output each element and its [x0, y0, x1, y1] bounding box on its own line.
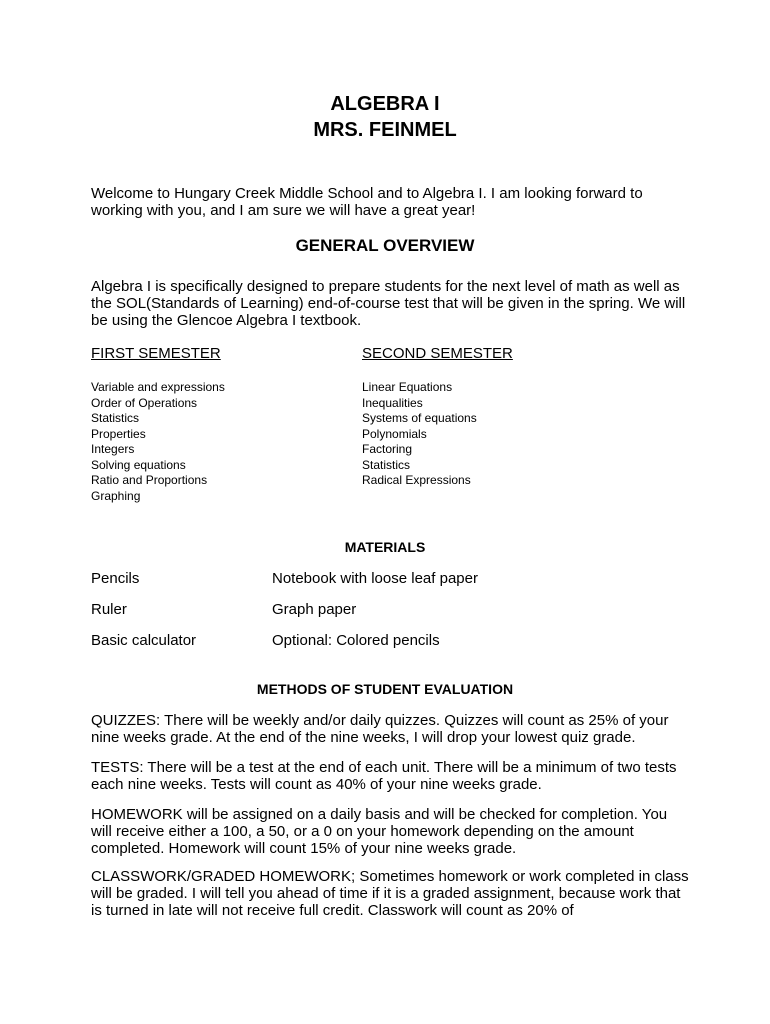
list-item: Linear Equations: [362, 380, 453, 394]
teacher-name: MRS. FEINMEL: [313, 119, 457, 141]
classwork-paragraph: CLASSWORK/GRADED HOMEWORK; Sometimes homework or work completed in class will be graded. I will tell you ahead of time if it is a graded assignment, because work that is turned in late will not receive full credit. Classwork will count as 20% of: [91, 868, 689, 919]
material-item: Optional: Colored pencils: [272, 632, 440, 649]
materials-heading: MATERIALS: [344, 539, 426, 555]
welcome-paragraph: Welcome to Hungary Creek Middle School and to Algebra I. I am looking forward to working with you, and I am sure we will have a great year!: [91, 185, 643, 219]
material-item: Ruler: [91, 601, 127, 618]
evaluation-heading: METHODS OF STUDENT EVALUATION: [256, 681, 514, 697]
second-semester-column: [362, 345, 513, 489]
list-item: Ratio and Proportions: [91, 473, 208, 487]
list-item: Statistics: [362, 457, 411, 472]
material-item: Basic calculator: [91, 632, 197, 649]
list-item: Radical Expressions: [362, 473, 471, 487]
material-item: Graph paper: [272, 601, 357, 618]
overview-heading: GENERAL OVERVIEW: [295, 236, 475, 255]
list-item: Statistics: [91, 411, 140, 425]
list-item: Integers: [91, 442, 135, 456]
overview-paragraph: Algebra I is specifically designed to prepare students for the next level of math as well as the SOL(Standards of Learning) end-of-course test that will be given in the spring. We will be using the Glencoe Algebra I textbook.: [91, 278, 686, 329]
list-item: Inequalities: [362, 395, 423, 410]
list-item: Factoring: [362, 442, 413, 456]
first-semester-topics: [91, 380, 225, 504]
first-semester-column: [91, 345, 225, 504]
second-semester-heading: SECOND SEMESTER: [362, 345, 513, 362]
list-item: Properties: [91, 426, 146, 441]
list-item: Variable and expressions: [91, 380, 225, 394]
material-item: Notebook with loose leaf paper: [272, 570, 478, 587]
list-item: Order of Operations: [91, 395, 198, 410]
homework-paragraph: HOMEWORK will be assigned on a daily basis and will be checked for completion. You will receive either a 100, a 50, or a 0 on your homework depending on the amount completed. Homework will count 15% of your nine weeks grade.: [91, 806, 668, 857]
list-item: Polynomials: [362, 426, 427, 441]
course-title: ALGEBRA I: [330, 93, 440, 115]
list-item: Graphing: [91, 488, 141, 503]
list-item: Solving equations: [91, 457, 186, 472]
list-item: Systems of equations: [362, 411, 477, 425]
second-semester-topics: [362, 380, 513, 489]
quizzes-paragraph: QUIZZES: There will be weekly and/or daily quizzes. Quizzes will count as 25% of your nine weeks grade. At the end of the nine weeks, I will drop your lowest quiz grade.: [91, 712, 669, 746]
material-item: Pencils: [91, 570, 140, 587]
tests-paragraph: TESTS: There will be a test at the end of each unit. There will be a minimum of two tests each nine weeks. Tests will count as 40% of your nine weeks grade.: [91, 759, 677, 793]
first-semester-heading: FIRST SEMESTER: [91, 345, 221, 362]
